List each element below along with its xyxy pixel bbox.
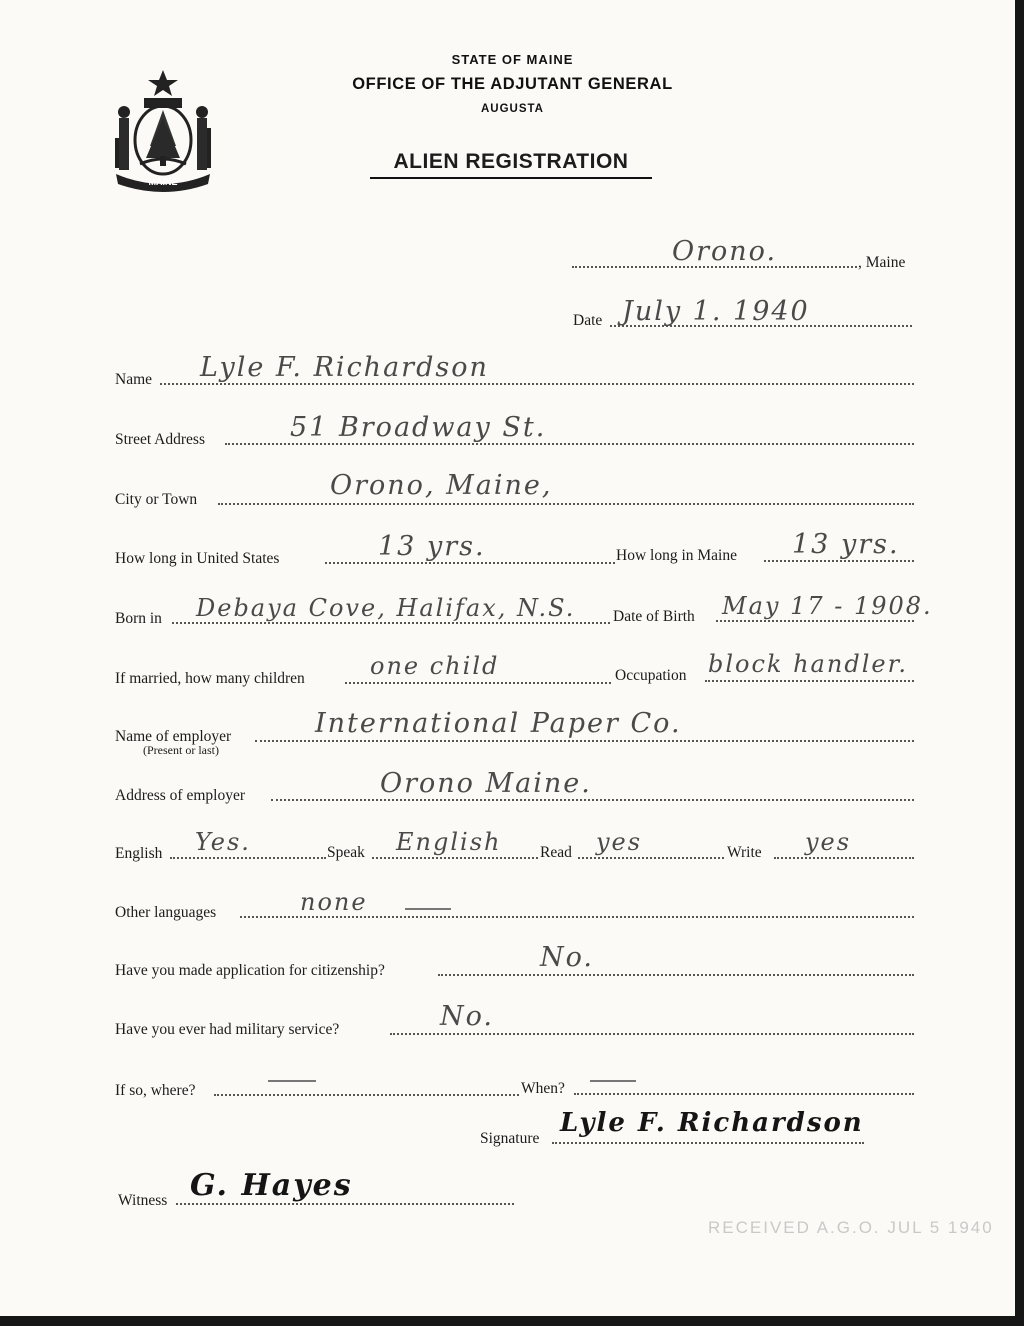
occupation-value: block handler. — [708, 650, 909, 678]
signature-value: Lyle F. Richardson — [560, 1108, 864, 1138]
speak-value: English — [396, 828, 502, 856]
read-label: Read — [540, 844, 572, 861]
children-label: If married, how many children — [115, 670, 305, 687]
city-label: City or Town — [115, 491, 198, 508]
employer-address-label: Address of employer — [115, 787, 245, 804]
employer-value: International Paper Co. — [315, 708, 682, 739]
received-stamp: RECEIVED A.G.O. JUL 5 1940 — [708, 1218, 994, 1237]
other-languages-value: none — [300, 888, 368, 916]
english-label: English — [115, 845, 163, 862]
employer-sublabel: (Present or last) — [143, 743, 219, 757]
date-label: Date — [573, 312, 603, 329]
street-label: Street Address — [115, 431, 205, 448]
employer-address-value: Orono Maine. — [380, 768, 592, 799]
place-label: , Maine — [858, 254, 906, 271]
read-value: yes — [596, 828, 643, 856]
born-in-value: Debaya Cove, Halifax, N.S. — [196, 594, 576, 622]
city-value: Orono, Maine, — [330, 470, 553, 501]
header-state: STATE OF MAINE — [451, 52, 574, 67]
occupation-label: Occupation — [615, 667, 687, 684]
born-in-label: Born in — [115, 610, 162, 627]
date-value: July 1. 1940 — [622, 296, 810, 327]
signature-label: Signature — [480, 1130, 540, 1147]
header-office: OFFICE OF THE ADJUTANT GENERAL — [352, 75, 673, 93]
state-of-maine-seal — [110, 68, 216, 194]
scan-edge-right — [1015, 0, 1024, 1326]
military-value: No. — [440, 1001, 494, 1032]
svg-text:MAINE: MAINE — [148, 177, 178, 187]
years-us-value: 13 yrs. — [378, 531, 486, 562]
place-value: Orono. — [672, 236, 778, 267]
children-value: one child — [370, 652, 500, 680]
speak-label: Speak — [327, 844, 365, 861]
employer-label: Name of employer — [115, 728, 232, 745]
citizenship-value: No. — [540, 942, 594, 973]
witness-value: G. Hayes — [190, 1168, 353, 1203]
name-value: Lyle F. Richardson — [200, 352, 489, 383]
witness-label: Witness — [118, 1192, 168, 1209]
other-languages-label: Other languages — [115, 904, 217, 921]
header-city: AUGUSTA — [480, 103, 544, 115]
form-title: ALIEN REGISTRATION — [370, 150, 652, 179]
military-label: Have you ever had military service? — [115, 1021, 340, 1038]
where-label: If so, where? — [115, 1082, 196, 1099]
write-label: Write — [727, 844, 762, 861]
citizenship-label: Have you made application for citizenship? — [115, 962, 385, 979]
when-label: When? — [521, 1080, 565, 1097]
years-us-label: How long in United States — [115, 550, 280, 567]
write-value: yes — [805, 828, 852, 856]
birth-date-label: Date of Birth — [613, 608, 695, 625]
years-maine-label: How long in Maine — [616, 547, 737, 564]
birth-date-value: May 17 - 1908. — [722, 592, 933, 620]
scan-edge-bottom — [0, 1316, 1024, 1326]
street-value: 51 Broadway St. — [290, 412, 547, 443]
english-value: Yes. — [195, 828, 251, 856]
years-maine-value: 13 yrs. — [792, 529, 900, 560]
name-label: Name — [115, 371, 153, 388]
